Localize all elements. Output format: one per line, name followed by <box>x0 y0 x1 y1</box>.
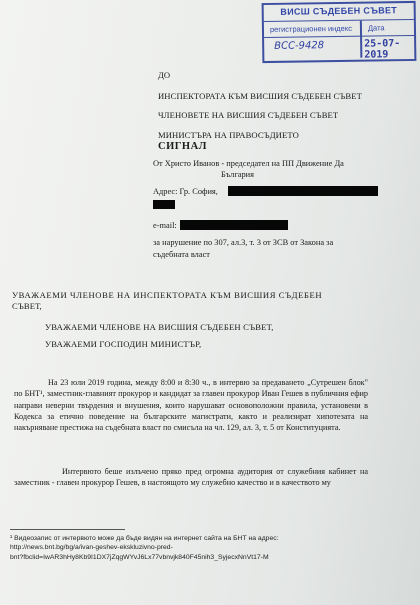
footnote-separator <box>10 529 125 530</box>
body-paragraph-1: На 23 юли 2019 година, между 8:00 и 8:30 ч., в интервю за предаването „Сутрешен блок" по БНТ¹, заместник-главният прокурор и кандидат за главен прокурор Иван Гешев в публичния ефир направи неверни твърдения и внушения, които нарушават основополoжни правила, установени в Кодекса за етично поведение на българските магистрати, както и реализират хипотезата на накърняване престижа на съдебната власт по смисъла на чл. 129, ал. 3, т. 5 от Конституцията. <box>14 378 368 433</box>
stamp-date-header: Дата <box>367 23 385 33</box>
salutation-1-line-1: УВАЖАЕМИ ЧЛЕНОВЕ НА ИНСПЕКТОРАТА КЪМ ВИСШИЯ СЪДЕБЕН <box>12 290 323 300</box>
body-paragraph-2: Интервюто беше излъчено пряко пред огромна аудитория от служебния кабинет на заместник - главен прокурор Гешев, в настоящото му служебно качество и в качеството му <box>14 467 368 488</box>
document-title: СИГНАЛ <box>158 141 208 152</box>
stamp-reg-number: ВСС-9428 <box>274 40 325 52</box>
subject-line-2: съдебната власт <box>153 250 210 259</box>
sender-line-1: От Христо Иванов - председател на ПП Движение Да <box>153 159 344 168</box>
subject-line-1: за нарушение по 307, ал.3, т. 3 от ЗСВ от Закона за <box>153 238 334 247</box>
recipient-line-3: МИНИСТЪРА НА ПРАВОСЪДИЕТО <box>158 130 299 140</box>
redacted-address <box>228 186 378 196</box>
stamp-header-row <box>264 20 414 38</box>
stamp-date: 25-07-2019 <box>364 38 401 61</box>
salutation-3: УВАЖАЕМИ ГОСПОДИН МИНИСТЪР, <box>45 339 202 349</box>
stamp-organization: ВИСШ СЪДЕБЕН СЪВЕТ <box>264 5 414 22</box>
footnote-text: ¹ Видеозапис от интервюто може да бъде видян на интернет сайта на БНТ на адрес: <box>10 535 279 542</box>
recipient-line-1: ИНСПЕКТОРАТА КЪМ ВИСШИЯ СЪДЕБЕН СЪВЕТ <box>158 91 362 101</box>
footnote-url-1: http://news.bnt.bg/bg/a/ivan-geshev-ekskluzivno-pred- <box>10 544 173 552</box>
recipient-line-2: ЧЛЕНОВЕТЕ НА ВИСШИЯ СЪДЕБЕН СЪВЕТ <box>158 110 339 120</box>
email-label: e-mail: <box>153 221 177 230</box>
footnote <box>10 534 345 562</box>
salutation-2: УВАЖАЕМИ ЧЛЕНОВЕ НА ВИСШИЯ СЪДЕБЕН СЪВЕТ, <box>45 322 274 332</box>
footnote-url-2: bnt?fbclid=IwAR3hHy8Kb9I1DX7jZqgWYvJ6Lx77vbnvjk840F45nih3_SyjecxNnVt17-M <box>10 553 269 561</box>
stamp-index-header: регистрационен индекс <box>269 23 352 34</box>
recipient-to: ДО <box>158 70 171 80</box>
registration-stamp <box>262 1 417 63</box>
redacted-address-2 <box>153 200 175 209</box>
address-label: Адрес: Гр. София, <box>153 187 218 196</box>
salutation-1-line-2: СЪВЕТ, <box>12 301 42 311</box>
sender-line-2: България <box>221 170 254 179</box>
redacted-email <box>180 220 288 230</box>
